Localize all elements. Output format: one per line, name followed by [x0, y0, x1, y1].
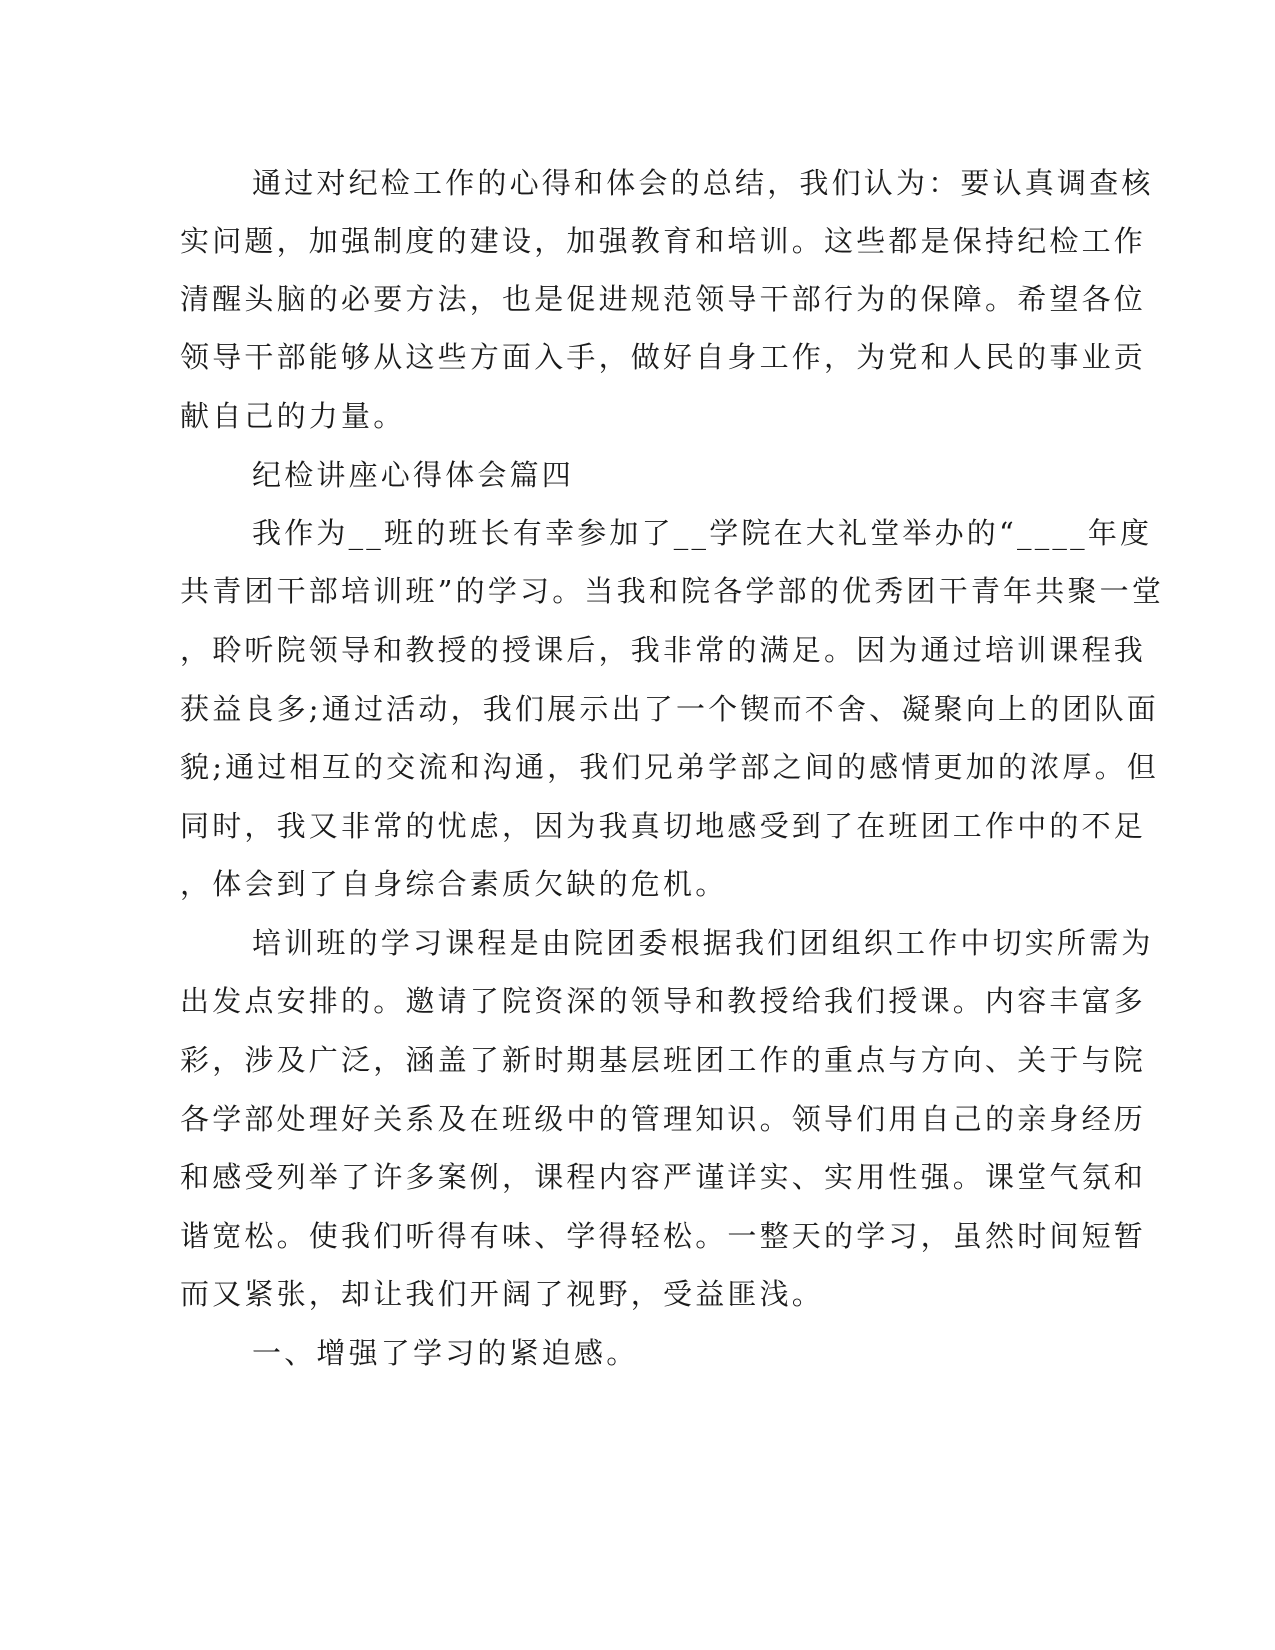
paragraph-2-line-4: 获益良多;通过活动，我们展示出了一个锲而不舍、凝聚向上的团队面	[180, 692, 1159, 726]
paragraph-3-line-7: 而又紧张，却让我们开阔了视野，受益匪浅。	[180, 1277, 825, 1311]
paragraph-2-line-3: ，聆听院领导和教授的授课后，我非常的满足。因为通过培训课程我	[180, 633, 1147, 667]
paragraph-1-line-3: 清醒头脑的必要方法，也是促进规范领导干部行为的保障。希望各位	[180, 282, 1147, 316]
paragraph-2-line-1: 我作为__班的班长有幸参加了__学院在大礼堂举办的“____年度	[252, 516, 1153, 550]
paragraph-3-line-1: 培训班的学习课程是由院团委根据我们团组织工作中切实所需为	[252, 926, 1154, 960]
paragraph-2-line-6: 同时，我又非常的忧虑，因为我真切地感受到了在班团工作中的不足	[180, 809, 1147, 843]
paragraph-2-line-2: 共青团干部培训班”的学习。当我和院各学部的优秀团干青年共聚一堂	[180, 574, 1165, 608]
list-item: 一、增强了学习的紧迫感。	[252, 1336, 639, 1370]
paragraph-2-line-5: 貌;通过相互的交流和沟通，我们兄弟学部之间的感情更加的浓厚。但	[180, 750, 1159, 784]
paragraph-1-line-5: 献自己的力量。	[180, 399, 406, 433]
paragraph-3-line-3: 彩，涉及广泛，涵盖了新时期基层班团工作的重点与方向、关于与院	[180, 1043, 1147, 1077]
paragraph-3-line-6: 谐宽松。使我们听得有味、学得轻松。一整天的学习，虽然时间短暂	[180, 1219, 1147, 1253]
paragraph-3-line-5: 和感受列举了许多案例，课程内容严谨详实、实用性强。课堂气氛和	[180, 1160, 1147, 1194]
paragraph-3-line-2: 出发点安排的。邀请了院资深的领导和教授给我们授课。内容丰富多	[180, 984, 1147, 1018]
paragraph-1-line-1: 通过对纪检工作的心得和体会的总结，我们认为：要认真调查核	[252, 166, 1154, 200]
paragraph-1-line-4: 领导干部能够从这些方面入手，做好自身工作，为党和人民的事业贡	[180, 340, 1147, 374]
paragraph-2-line-7: ，体会到了自身综合素质欠缺的危机。	[180, 867, 728, 901]
section-heading: 纪检讲座心得体会篇四	[252, 458, 575, 492]
paragraph-1-line-2: 实问题，加强制度的建设，加强教育和培训。这些都是保持纪检工作	[180, 224, 1147, 258]
paragraph-3-line-4: 各学部处理好关系及在班级中的管理知识。领导们用自己的亲身经历	[180, 1102, 1147, 1136]
